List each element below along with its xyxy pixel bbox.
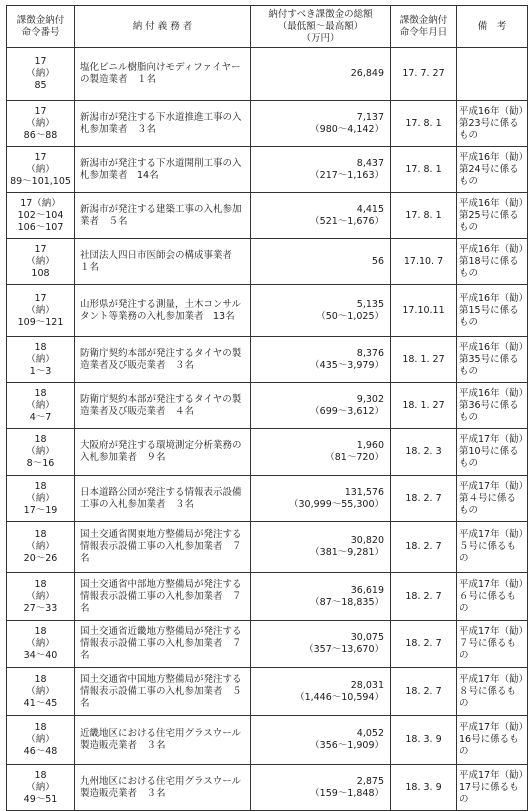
remarks-cell: 平成17年（勧）７号に係るもの: [457, 621, 528, 668]
obligor-cell: 塩化ビニル樹脂向けモディファイヤーの製造業者 １名: [75, 48, 251, 101]
amount-cell: [251, 239, 391, 285]
amount-cell: [251, 716, 391, 765]
amount-total: 26,849: [350, 68, 384, 79]
obligor-cell: 九州地区における住宅用グラスウール製造販売業者 ３名: [75, 765, 251, 811]
remarks-cell: 平成17年（勧）16号に係るもの: [457, 716, 528, 765]
amount-range: （980～4,142）: [310, 123, 384, 135]
amount-total: 8,437: [356, 157, 384, 169]
order-number-cell: 18 （納） 20～26: [7, 522, 75, 573]
order-number-cell: 18 （納） 17～19: [7, 476, 75, 522]
order-number-cell: 18 （納） 34～40: [7, 621, 75, 668]
remarks-cell: 平成16年（勧）第25号に係るもの: [457, 193, 528, 239]
amount-cell: [251, 101, 391, 147]
amount-range: （1,446～10,594）: [295, 691, 384, 703]
order-date-cell: 17. 8. 1: [391, 101, 457, 147]
amount-cell: [251, 147, 391, 193]
table-row: [7, 668, 528, 716]
obligor-cell: 国土交通省関東地方整備局が発注する情報表示設備工事の入札参加業者 ７名: [75, 522, 251, 573]
amount-total: 9,302: [356, 393, 384, 405]
table-row: [7, 383, 528, 429]
table-row: [7, 101, 528, 147]
obligor-cell: 防衛庁契約本部が発注するタイヤの製造業者及び販売業者 ４名: [75, 383, 251, 429]
amount-range: （381～9,281）: [310, 547, 384, 558]
table-row: [7, 239, 528, 285]
amount-cell: [251, 573, 391, 621]
obligor-cell: 日本道路公団が発注する情報表示設備工事の入札参加業者 ３名: [75, 476, 251, 522]
amount-range: （50～1,025）: [316, 310, 384, 322]
table-row: [7, 147, 528, 193]
order-number-cell: 18 （納） 49～51: [7, 765, 75, 811]
amount-total: 4,052: [356, 728, 384, 739]
order-date-cell: 17. 8. 1: [391, 147, 457, 193]
amount-range: （217～1,163）: [310, 169, 384, 181]
order-number-cell: 18 （納） 46～48: [7, 716, 75, 765]
amount-total: 2,875: [356, 775, 384, 787]
remarks-cell: 平成16年（勧）第18号に係るもの: [457, 239, 528, 285]
amount-total: 28,031: [350, 679, 384, 691]
header-remarks: 備 考: [457, 6, 528, 48]
document-page: [6, 5, 527, 811]
header-order-number: 課徴金納付 命令番号: [7, 6, 75, 48]
amount-cell: [251, 522, 391, 573]
order-date-cell: 17.10. 7: [391, 239, 457, 285]
order-number-cell: 17 （納） 86～88: [7, 101, 75, 147]
table-row: [7, 522, 528, 573]
order-number-cell: 18 （納） 41～45: [7, 668, 75, 716]
order-date-cell: 18. 2. 7: [391, 476, 457, 522]
obligor-cell: 新潟市が発注する下水道推進工事の入札参加業者 ３名: [75, 101, 251, 147]
table-row: [7, 337, 528, 383]
remarks-cell: 平成17年（勧）５号に係るもの: [457, 522, 528, 573]
order-number-cell: 17 （納） 85: [7, 48, 75, 101]
remarks-cell: 平成16年（勧）第24号に係るもの: [457, 147, 528, 193]
order-date-cell: 18. 2. 7: [391, 621, 457, 668]
obligor-cell: 国土交通省中部地方整備局が発注する情報表示設備工事の入札参加業者 ７名: [75, 573, 251, 621]
order-number-cell: 18 （納） 1～3: [7, 337, 75, 383]
amount-cell: [251, 285, 391, 337]
remarks-cell: 平成17年（勧）８号に係るもの: [457, 668, 528, 716]
amount-range: （356～1,909）: [310, 740, 384, 751]
amount-total: 4,415: [356, 203, 384, 215]
header-row: [7, 6, 528, 48]
table-row: [7, 429, 528, 476]
table-row: [7, 285, 528, 337]
amount-cell: [251, 48, 391, 101]
order-date-cell: 18. 2. 3: [391, 429, 457, 476]
amount-cell: [251, 337, 391, 383]
obligor-cell: 山形県が発注する測量，土木コンサルタント等業務の入札参加業者 13名: [75, 285, 251, 337]
order-date-cell: 18. 1. 27: [391, 383, 457, 429]
amount-range: （159～1,848）: [310, 787, 384, 799]
order-date-cell: 18. 2. 7: [391, 522, 457, 573]
remarks-cell: 平成17年（勧）第４号に係るもの: [457, 476, 528, 522]
amount-cell: [251, 765, 391, 811]
remarks-cell: [457, 48, 528, 101]
obligor-cell: 新潟市が発注する建築工事の入札参加業者 ５名: [75, 193, 251, 239]
amount-total: 131,576: [344, 486, 384, 498]
amount-range: （357～13,670）: [304, 644, 384, 655]
header-order-date: 課徴金納付 命令年月日: [391, 6, 457, 48]
amount-cell: [251, 383, 391, 429]
remarks-cell: 平成16年（勧）第23号に係るもの: [457, 101, 528, 147]
amount-total: 1,960: [356, 440, 384, 451]
table-row: [7, 573, 528, 621]
order-date-cell: 18. 1. 27: [391, 337, 457, 383]
order-date-cell: 17.10.11: [391, 285, 457, 337]
amount-range: （30,999～55,300）: [289, 498, 384, 510]
amount-total: 36,619: [350, 584, 384, 596]
table-row: [7, 48, 528, 101]
amount-cell: [251, 621, 391, 668]
obligor-cell: 防衛庁契約本部が発注するタイヤの製造業者及び販売業者 ３名: [75, 337, 251, 383]
remarks-cell: 平成16年（勧）第35号に係るもの: [457, 337, 528, 383]
order-number-cell: 17（納） 102～104 106～107: [7, 193, 75, 239]
order-number-cell: 17 （納） 89～101,105: [7, 147, 75, 193]
remarks-cell: 平成17年（勧）17号に係るもの: [457, 765, 528, 811]
remarks-cell: 平成17年（勧）６号に係るもの: [457, 573, 528, 621]
amount-cell: [251, 429, 391, 476]
obligor-cell: 社団法人四日市医師会の構成事業者 １名: [75, 239, 251, 285]
amount-cell: [251, 668, 391, 716]
amount-range: （521～1,676）: [310, 215, 384, 227]
amount-total: 30,075: [350, 632, 384, 643]
table-row: [7, 621, 528, 668]
obligor-cell: 国土交通省近畿地方整備局が発注する情報表示設備工事の入札参加業者 ７名: [75, 621, 251, 668]
order-number-cell: 17 （納） 109～121: [7, 285, 75, 337]
amount-total: 7,137: [356, 111, 384, 123]
order-date-cell: 18. 2. 7: [391, 573, 457, 621]
amount-cell: [251, 193, 391, 239]
obligor-cell: 国土交通省中国地方整備局が発注する情報表示設備工事の入札参加業者 ５名: [75, 668, 251, 716]
obligor-cell: 新潟市が発注する下水道開削工事の入札参加業者 14名: [75, 147, 251, 193]
table-row: [7, 193, 528, 239]
amount-total: 30,820: [350, 535, 384, 546]
obligor-cell: 近畿地区における住宅用グラスウール製造販売業者 ３名: [75, 716, 251, 765]
order-number-cell: 18 （納） 27～33: [7, 573, 75, 621]
surcharge-order-table: [6, 5, 528, 811]
header-total-amount: 納付すべき課徴金の総額 （最低額～最高額） （万円）: [251, 6, 391, 48]
order-number-cell: 18 （納） 4～7: [7, 383, 75, 429]
amount-total: 5,135: [356, 298, 384, 310]
order-date-cell: 18. 2. 7: [391, 668, 457, 716]
order-date-cell: 17. 8. 1: [391, 193, 457, 239]
amount-cell: [251, 476, 391, 522]
table-row: [7, 765, 528, 811]
order-number-cell: 17 （納） 108: [7, 239, 75, 285]
order-date-cell: 17. 7. 27: [391, 48, 457, 101]
order-date-cell: 18. 3. 9: [391, 765, 457, 811]
remarks-cell: 平成17年（勧）第10号に係るもの: [457, 429, 528, 476]
order-date-cell: 18. 3. 9: [391, 716, 457, 765]
header-obligor: 納 付 義 務 者: [75, 6, 251, 48]
order-number-cell: 18 （納） 8～16: [7, 429, 75, 476]
amount-total: 8,376: [356, 347, 384, 359]
remarks-cell: 平成16年（勧）第15号に係るもの: [457, 285, 528, 337]
amount-range: （699～3,612）: [310, 405, 384, 417]
remarks-cell: 平成16年（勧）第36号に係るもの: [457, 383, 528, 429]
amount-range: （435～3,979）: [310, 359, 384, 371]
obligor-cell: 大阪府が発注する環境測定分析業務の入札参加業者 ９名: [75, 429, 251, 476]
amount-range: （81～720）: [325, 452, 384, 463]
table-row: [7, 716, 528, 765]
amount-range: （87～18,835）: [310, 596, 384, 608]
table-row: [7, 476, 528, 522]
amount-total: 56: [371, 255, 384, 267]
